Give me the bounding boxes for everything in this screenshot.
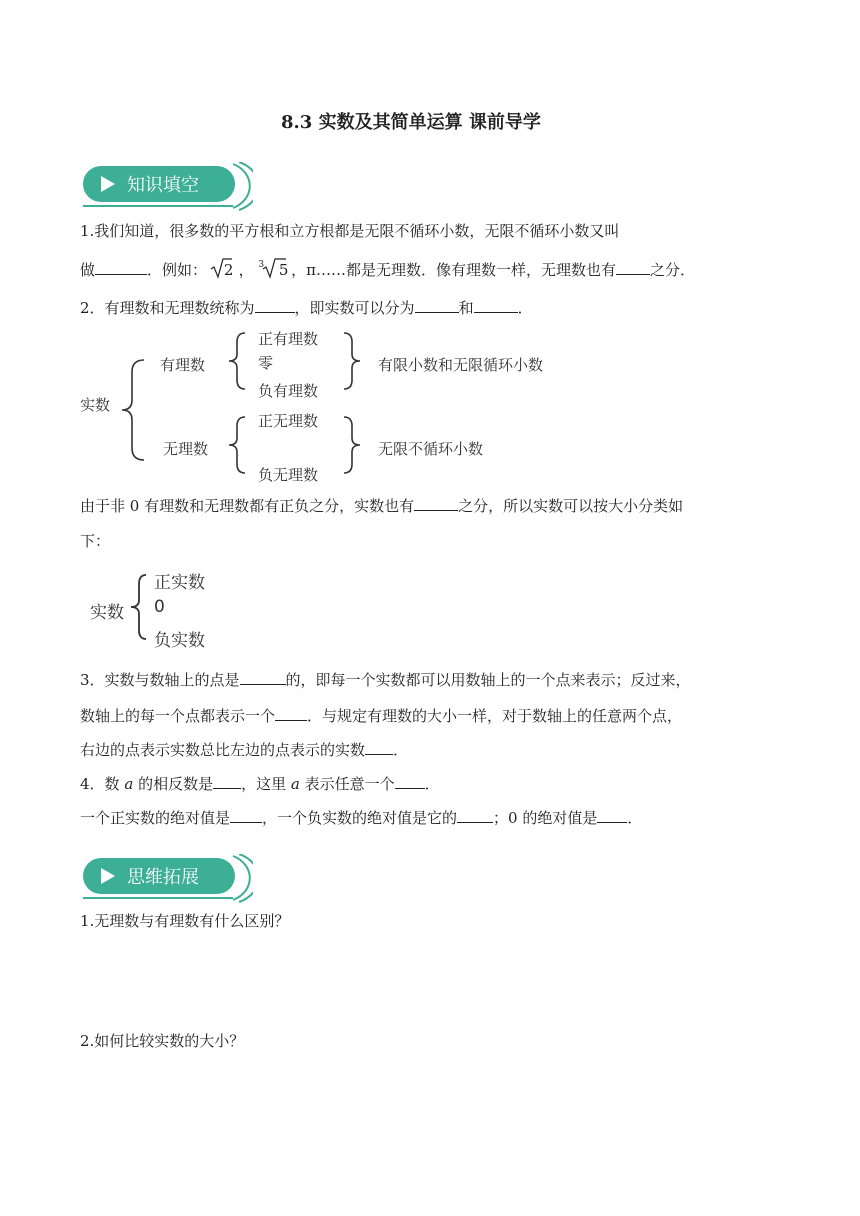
radicand: 2: [223, 261, 234, 279]
q3-text: 数轴上的每一个点都表示一个: [80, 707, 276, 725]
section-badge-knowledge: [83, 162, 253, 208]
q4-text: ；0 的绝对值是: [493, 809, 598, 827]
play-icon: [101, 176, 115, 192]
diagram-root: 实数: [90, 603, 124, 623]
q4-text: 4．数: [80, 775, 120, 793]
answer-blank[interactable]: [255, 296, 295, 313]
answer-blank[interactable]: [95, 258, 147, 275]
q1-line2: [80, 258, 695, 280]
answer-blank[interactable]: [230, 806, 262, 823]
q2b-text: 由于非 0 有理数和无理数都有正负之分，实数也有: [80, 497, 415, 515]
q4-text: ．: [424, 775, 440, 793]
q1-line1: 1.我们知道，很多数的平方根和立方根都是无限不循环小数，无限不循环小数又叫: [80, 222, 620, 240]
diagram-item: 正实数: [154, 573, 205, 593]
q1-text: 做: [80, 261, 96, 279]
left-brace-icon: [118, 356, 148, 466]
q4-text: ．: [627, 809, 643, 827]
q2-line: [80, 296, 533, 318]
diagram-item: 正有理数: [258, 330, 319, 348]
root-index: 3: [258, 260, 265, 270]
q3-line2: [80, 704, 682, 726]
answer-blank[interactable]: [415, 296, 459, 313]
q3-text: 3．实数与数轴上的点是: [80, 671, 240, 689]
diagram-item: 0: [154, 597, 165, 617]
left-brace-icon: [225, 330, 249, 392]
diagram-note: 有限小数和无限循环小数: [378, 356, 544, 374]
page-title: 8.3 实数及其简单运算 课前导学: [281, 112, 541, 133]
section-label: 思维拓展: [127, 867, 199, 888]
diagram-item: 负无理数: [258, 466, 319, 484]
variable-a: a: [290, 775, 300, 793]
cbrt-5-expression: [258, 260, 289, 279]
diagram-item: 零: [258, 354, 274, 372]
q2-text: 2．有理数和无理数统称为: [80, 299, 255, 317]
q1-text: ．例如：: [147, 261, 208, 279]
diagram-note: 无限不循环小数: [378, 440, 484, 458]
q3-text: ．与规定有理数的大小一样，对于数轴上的任意两个点，: [307, 707, 683, 725]
q2b-line2: 下：: [80, 532, 111, 550]
answer-blank[interactable]: [213, 772, 241, 789]
diagram-root: 实数: [80, 396, 111, 414]
q1-text: ，π……都是无理数．像有理数一样，无理数也有: [291, 261, 617, 279]
radicand: 5: [278, 261, 289, 279]
q4-line2: [80, 806, 642, 828]
left-brace-icon: [225, 414, 249, 476]
q2b-line1: [80, 494, 683, 516]
q3-text: 的，即每一个实数都可以用数轴上的一个点来表示；反过来，: [285, 671, 691, 689]
answer-blank[interactable]: [275, 704, 307, 721]
answer-blank[interactable]: [414, 494, 458, 511]
left-brace-icon: [128, 572, 150, 642]
answer-blank[interactable]: [365, 738, 393, 755]
right-brace-icon: [340, 330, 364, 392]
q4-text: 一个正实数的绝对值是: [80, 809, 231, 827]
q1-text: ，: [238, 261, 254, 279]
diagram-item: 负有理数: [258, 382, 319, 400]
q3-text: 右边的点表示实数总比左边的点表示的实数: [80, 741, 366, 759]
answer-blank[interactable]: [457, 806, 493, 823]
q3-line3: [80, 738, 408, 760]
q1-text: 之分．: [650, 261, 696, 279]
q4-text: ，这里: [241, 775, 287, 793]
q2-text: 和: [458, 299, 474, 317]
diagram-item: 负实数: [154, 631, 205, 651]
q3-text: ．: [393, 741, 409, 759]
q2-text: ，即实数可以分为: [294, 299, 415, 317]
answer-blank[interactable]: [395, 772, 425, 789]
q4-text: 的相反数是: [138, 775, 214, 793]
q2b-text: 之分，所以实数可以按大小分类如: [458, 497, 684, 515]
variable-a: a: [124, 775, 134, 793]
diagram-irrational: 无理数: [163, 440, 209, 458]
diagram-rational: 有理数: [160, 356, 206, 374]
thinking-question-1: 1.无理数与有理数有什么区别？: [80, 912, 290, 930]
answer-blank[interactable]: [240, 668, 286, 685]
q4-text: 表示任意一个: [304, 775, 395, 793]
thinking-question-2: 2.如何比较实数的大小？: [80, 1032, 245, 1050]
q3-line1: [80, 668, 691, 690]
q2-text: ．: [517, 299, 533, 317]
q4-line1: [80, 772, 440, 794]
answer-blank[interactable]: [616, 258, 650, 275]
answer-blank[interactable]: [597, 806, 627, 823]
answer-blank[interactable]: [474, 296, 518, 313]
play-icon: [101, 868, 115, 884]
diagram-item: 正无理数: [258, 412, 319, 430]
right-brace-icon: [340, 414, 364, 476]
q4-text: ，一个负实数的绝对值是它的: [262, 809, 458, 827]
sqrt-2-expression: [212, 261, 234, 279]
section-label: 知识填空: [127, 175, 199, 196]
section-badge-extension: [83, 854, 253, 900]
